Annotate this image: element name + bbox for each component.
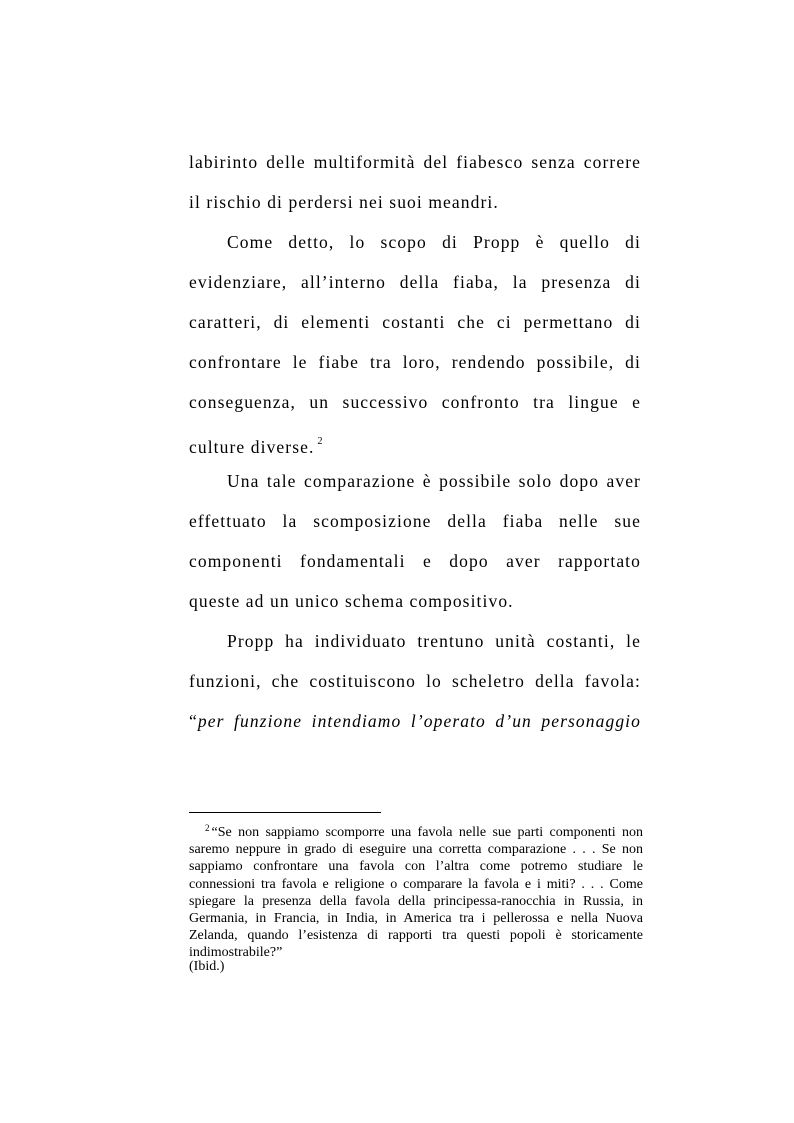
- body-line: [189, 431, 641, 458]
- paragraph-first-line: Come detto, lo scopo di Propp è quello di: [227, 232, 641, 252]
- opening-quote: “: [189, 711, 198, 731]
- footnote-source: (Ibid.): [189, 959, 225, 974]
- italic-quotation: per funzione intendiamo l’operato d’un personaggio: [197, 711, 641, 731]
- body-line: queste ad un unico schema compositivo.: [189, 591, 514, 611]
- footnote: [189, 820, 643, 962]
- body-line: labirinto delle multiformità del fiabesco senza correre: [189, 152, 641, 172]
- body-line-text: culture diverse.: [189, 437, 315, 457]
- body-line: conseguenza, un successivo confronto tra lingue e: [189, 392, 641, 412]
- footnote-reference[interactable]: 2: [317, 436, 323, 447]
- paragraph-first-line: Una tale comparazione è possibile solo dopo aver: [227, 471, 641, 491]
- body-line: caratteri, di elementi costanti che ci permettano di: [189, 312, 641, 332]
- paragraph-first-line: Propp ha individuato trentuno unità costanti, le: [227, 631, 641, 651]
- body-line: funzioni, che costituiscono lo scheletro della favola:: [189, 671, 641, 691]
- footnote-number: 2: [205, 823, 210, 833]
- body-line: confrontare le fiabe tra loro, rendendo possibile, di: [189, 352, 641, 372]
- body-line: evidenziare, all’interno della fiaba, la presenza di: [189, 272, 641, 292]
- footnote-text: “Se non sappiamo scomporre una favola nelle sue parti componenti non saremo neppure in grado di eseguire una corretta comparazione . . . Se non sappiamo confrontare una favola con l’altra come potremo studiare le connessioni tra favola e religione o comparare la favola e i miti? . . . Come spiegare la presenza della favola della principessa-ranocchia in Russia, in Germania, in Francia, in India, in America tra i pellerossa e nella Nuova Zelanda, quando l’esistenza di rapporti tra questi popoli è storicamente indimostrabile?”: [189, 825, 643, 961]
- body-line: componenti fondamentali e dopo aver rapportato: [189, 551, 641, 571]
- body-line: il rischio di perdersi nei suoi meandri.: [189, 192, 499, 212]
- footnote-separator: [189, 812, 381, 813]
- body-line: effettuato la scomposizione della fiaba nelle sue: [189, 511, 641, 531]
- body-line: [189, 710, 641, 732]
